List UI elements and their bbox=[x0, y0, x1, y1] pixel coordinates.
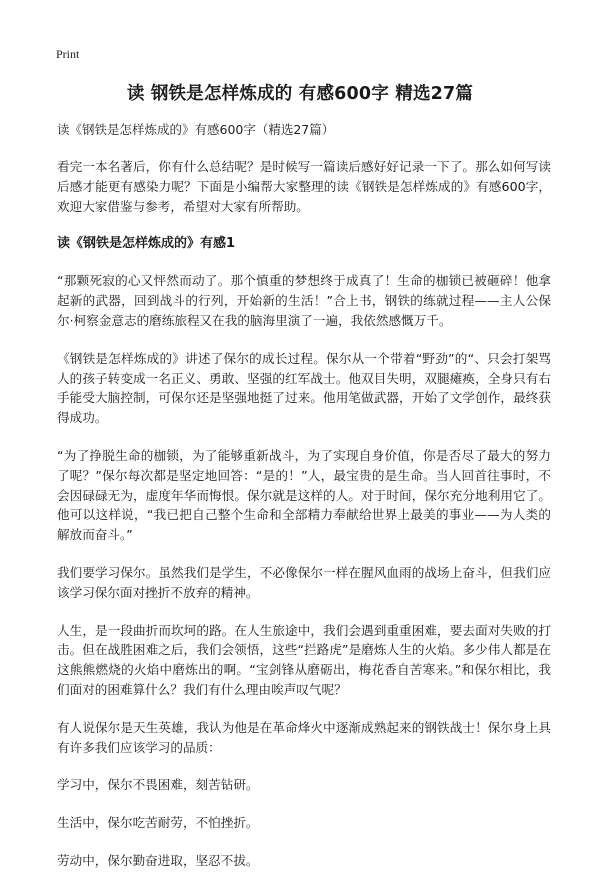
paragraph: 我们要学习保尔。虽然我们是学生，不必像保尔一样在腥风血雨的战场上奋斗，但我们应该学习保尔面对挫折不放弃的精神。 bbox=[57, 564, 551, 600]
paragraph: 学习中，保尔不畏困难，刻苦钻研。 bbox=[57, 777, 259, 793]
paragraph: 人生，是一段曲折而坎坷的路。在人生旅途中，我们会遇到重重困难，要去面对失败的打击。但在战胜困难之后，我们会领悟，这些“拦路虎”是磨炼人生的火焰。多少伟人都是在这熊熊燃烧的火焰中磨炼出的啊。“宝剑锋从磨砺出，梅花香自苦寒来。”和保尔相比，我们面对的困难算什么？我们有什么理由唉声叹气呢？ bbox=[57, 622, 551, 697]
intro-paragraph: 看完一本名著后，你有什么总结呢？是时候写一篇读后感好好记录一下了。那么如何写读后感才能更有感染力呢？下面是小编帮大家整理的读《钢铁是怎样炼成的》有感600字，欢迎大家借鉴与参考，希望对大家有所帮助。 bbox=[57, 159, 551, 214]
paragraph: 有人说保尔是天生英雄，我认为他是在革命烽火中逐渐成熟起来的钢铁战士！保尔身上具有许多我们应该学习的品质： bbox=[57, 719, 551, 755]
paragraph: “为了挣脱生命的枷锁，为了能够重新战斗，为了实现自身价值，你是否尽了最大的努力了呢？”保尔每次都是坚定地回答：“是的！”人，最宝贵的是生命。当人回首往事时，不会因碌碌无为，虚度年华而悔恨。保尔就是这样的人。对于时间，保尔充分地利用它了。他可以这样说，“我已把自己整个生命和全部精力奉献给世界上最美的事业——为人类的解放而奋斗。” bbox=[57, 447, 551, 543]
article-body bbox=[57, 121, 551, 889]
article-subtitle: 读《钢铁是怎样炼成的》有感600字（精选27篇） bbox=[57, 122, 335, 137]
paragraph: “那颗死寂的心又怦然而动了。那个慎重的梦想终于成真了！生命的枷锁已被砸碎！他拿起新的武器，回到战斗的行列，开始新的生活！”合上书，钢铁的练就过程——主人公保尔·柯察金意志的磨练旅程又在我的脑海里演了一遍，我依然感慨万千。 bbox=[57, 273, 551, 328]
section-heading: 读《钢铁是怎样炼成的》有感1 bbox=[57, 236, 236, 252]
paragraph: 生活中，保尔吃苦耐劳，不怕挫折。 bbox=[57, 815, 259, 831]
paragraph: 劳动中，保尔勤奋进取，坚忍不拔。 bbox=[57, 852, 259, 868]
print-link[interactable]: Print bbox=[56, 47, 80, 61]
paragraph: 《钢铁是怎样炼成的》讲述了保尔的成长过程。保尔从一个带着“野劲”的“、只会打架骂人的孩子转变成一名正义、勇敢、坚强的红军战士。他双目失明，双腿瘫痪，全身只有右手能受大脑控制，可保尔还是坚强地挺了过来。他用笔做武器，开始了文学创作，最终获得成功。 bbox=[57, 350, 551, 426]
page-title: 读 钢铁是怎样炼成的 有感600字 精选27篇 bbox=[126, 84, 474, 104]
